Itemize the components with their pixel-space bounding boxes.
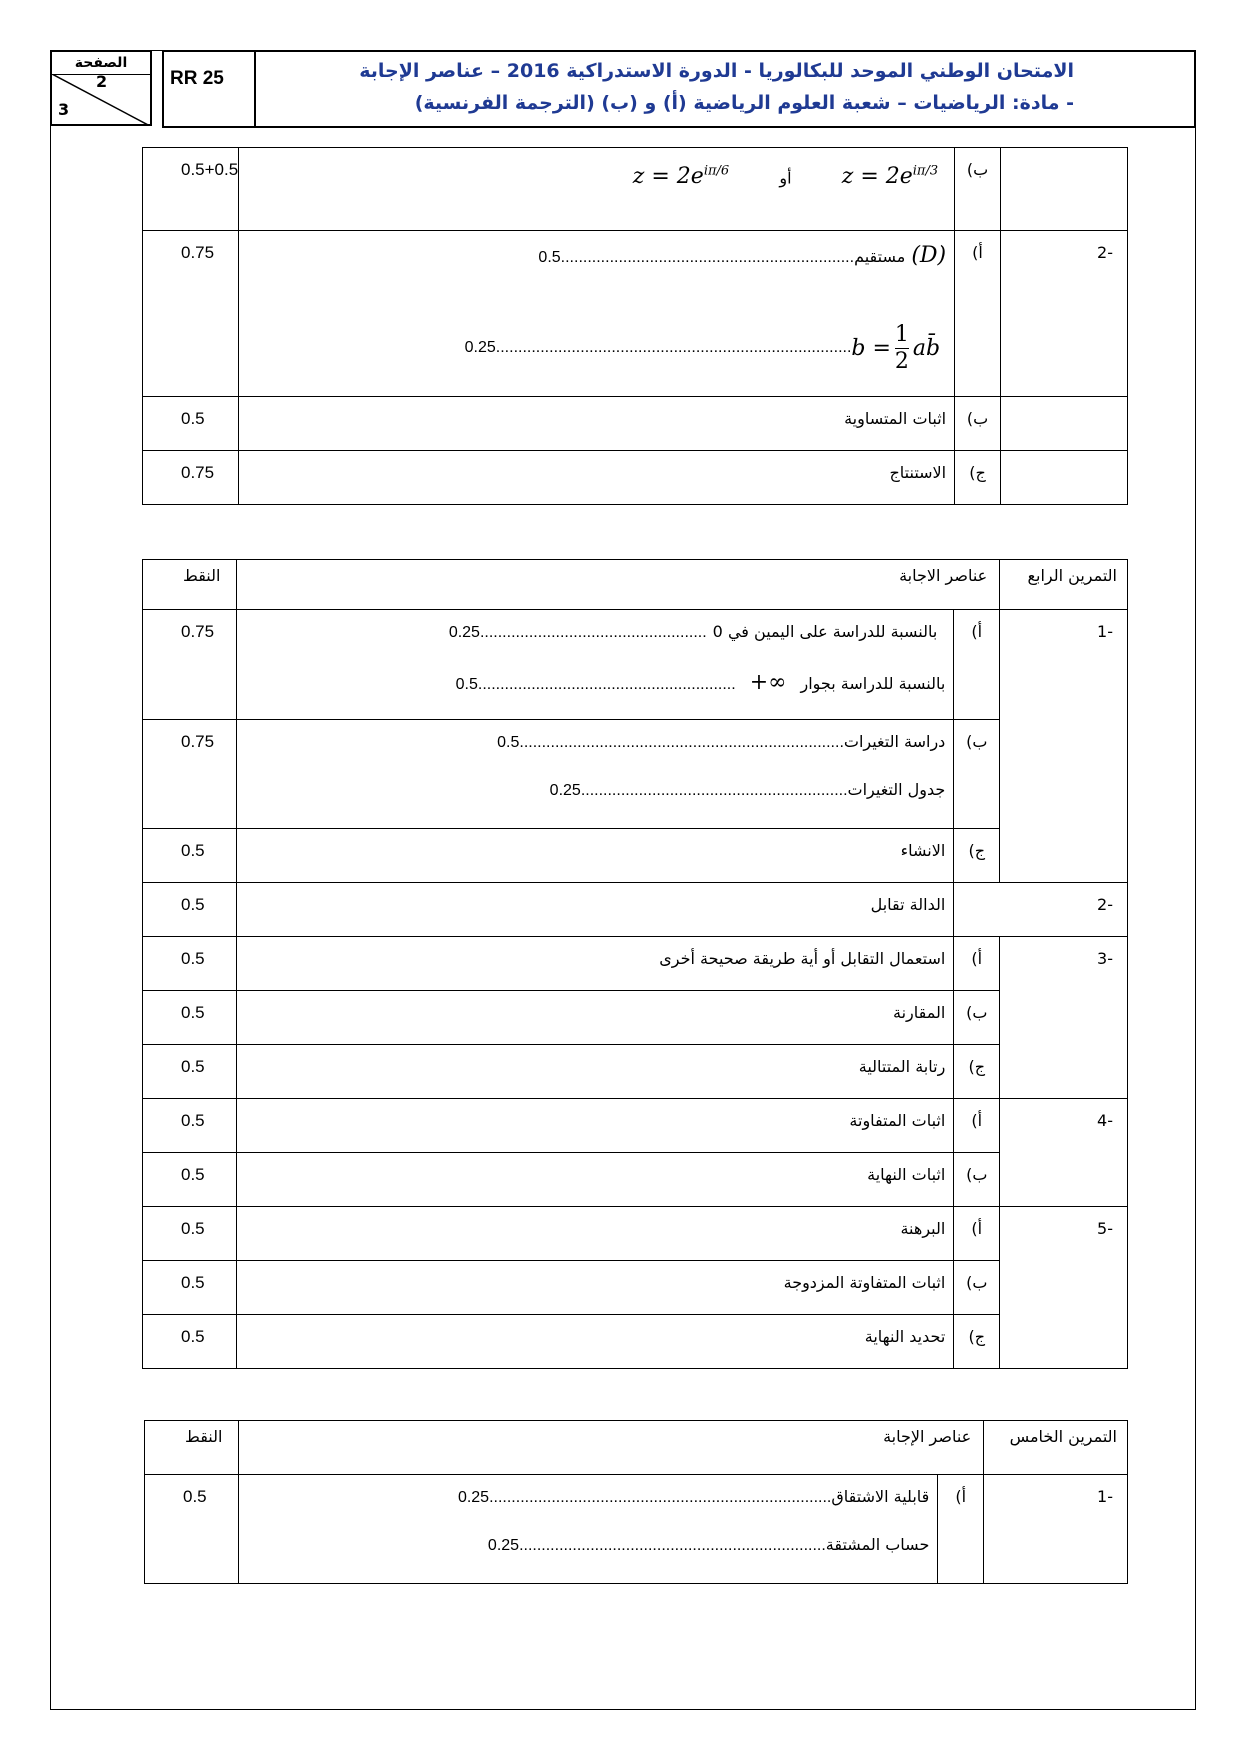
points: 0.5 [143,937,237,991]
exercise-number-cell [1000,397,1127,451]
question-number: -3 [1000,937,1128,1099]
exam-subject: - مادة: الرياضيات – شعبة العلوم الرياضية (أ) و (ب) (الترجمة الفرنسية) [414,92,1074,114]
points: 0.5 [143,1261,237,1315]
line-text: بالنسبة للدراسة على اليمين في 0 [712,622,938,641]
points: 0.5 [143,991,237,1045]
points: 0.75 [143,720,237,829]
answer-elements: الاستنتاج [239,451,955,505]
table-header-row [143,560,1128,610]
answer-table-continued [142,147,1128,505]
equation-z-pi6: $z = 2e^{i\pi/6}$ [632,164,730,190]
table-row [143,883,1128,937]
line-d-math: (D) [911,243,947,268]
points-dots: 0.5.................................................................. [538,249,855,266]
sub-question: ب) [954,1261,1000,1315]
sub-question: أ) [954,1099,1000,1153]
points: 0.5 [143,1207,237,1261]
exercise-number-cell [1000,451,1127,505]
points-dots: 0.25................................................... [448,624,707,641]
exercise-4-table [142,559,1128,1369]
points-dots: 0.25................................................................................ [464,339,852,356]
header-exercise: التمرين الرابع [1000,560,1128,610]
table-row [143,991,1128,1045]
table-row [143,148,1128,231]
table-row [143,720,1128,829]
page-number-box [50,50,152,126]
answer-elements [237,610,954,720]
table-row [143,231,1128,397]
exam-header [50,50,1196,128]
points: 0.5 [145,1475,239,1584]
plus-infinity: +∞ [749,670,787,695]
table-row [143,610,1128,720]
points: 0.5 [143,1153,237,1207]
question-number: -1 [1000,610,1128,883]
or-word: أو [779,168,792,188]
answer-elements [239,231,955,397]
fraction-one-half: $\frac{1}{2}$ [894,321,909,374]
points-dots: 0.25............................................................................. [457,1489,832,1506]
points: 0.75 [143,610,237,720]
answer-elements: المقارنة [237,991,954,1045]
table-row [143,1315,1128,1369]
answer-elements: اثبات المتفاوتة المزدوجة [237,1261,954,1315]
sub-question: ب) [955,397,1001,451]
sub-question: ب) [954,991,1000,1045]
points: 0.5 [143,883,237,937]
answer-elements [239,148,955,231]
points: 0.5+0.5 [143,148,239,231]
sub-question: أ) [954,937,1000,991]
points-dots: 0.25............................................................ [549,782,848,799]
line-text: بالنسبة للدراسة بجوار [800,674,946,693]
answer-elements: استعمال التقابل أو أية طريقة صحيحة أخرى [237,937,954,991]
line-text: مستقيم [854,247,906,266]
points: 0.5 [143,397,239,451]
question-number: -4 [1000,1099,1128,1207]
header-answer-elements: عناصر الإجابة [239,1421,984,1475]
table-row [143,829,1128,883]
answer-elements: رتابة المتتالية [237,1045,954,1099]
page-total: 3 [58,100,70,119]
header-exercise: التمرين الخامس [984,1421,1128,1475]
title-box [162,50,1196,128]
table-row [143,1207,1128,1261]
equation-ab: ab̄ [912,335,941,361]
equation-b: b = [851,335,891,361]
points-dots: 0.5......................................................................... [497,734,844,751]
sub-question: ب) [954,1153,1000,1207]
page-label: الصفحة [52,54,150,75]
question-number: -1 [984,1475,1128,1584]
sub-question: ب) [954,720,1000,829]
table-row [143,397,1128,451]
sub-question: ب) [955,148,1001,231]
points: 0.5 [143,1315,237,1369]
exam-title: الامتحان الوطني الموحد للبكالوريا - الدورة الاستدراكية 2016 – عناصر الإجابة [359,60,1074,82]
answer-elements: اثبات المتساوية [239,397,955,451]
line-text: قابلية الاشتقاق [831,1487,930,1506]
line-text: حساب المشتقة [825,1535,930,1554]
answer-elements [239,1475,938,1584]
sub-question: ج) [954,829,1000,883]
points: 0.5 [143,829,237,883]
answer-elements: اثبات النهاية [237,1153,954,1207]
question-number: -2 [1000,231,1127,397]
header-answer-elements: عناصر الاجابة [237,560,1000,610]
table-header-row [145,1421,1128,1475]
answer-elements: البرهنة [237,1207,954,1261]
table-row [143,937,1128,991]
question-number: -2 [954,883,1128,937]
table-row [143,451,1128,505]
header-points: النقط [145,1421,239,1475]
sub-question: أ) [955,231,1001,397]
answer-elements: الانشاء [237,829,954,883]
table-row [143,1261,1128,1315]
header-points: النقط [143,560,237,610]
answer-elements: اثبات المتفاوتة [237,1099,954,1153]
table-row [145,1475,1128,1584]
sub-question: ج) [954,1045,1000,1099]
exercise-number-cell [1000,148,1127,231]
exam-code: RR 25 [164,52,256,126]
points-dots: 0.5.......................................................... [455,676,736,693]
table-row [143,1045,1128,1099]
points: 0.5 [143,1099,237,1153]
points: 0.5 [143,1045,237,1099]
points: 0.75 [143,231,239,397]
points-dots: 0.25..................................................................... [487,1537,826,1554]
table-row [143,1153,1128,1207]
sub-question: ج) [954,1315,1000,1369]
sub-question: أ) [954,1207,1000,1261]
page-number: 2 [96,72,108,91]
equation-z-pi3: $z = 2e^{i\pi/3}$ [841,164,939,190]
sub-question: أ) [954,610,1000,720]
answer-elements: الدالة تقابل [237,883,954,937]
answer-elements [237,720,954,829]
question-number: -5 [1000,1207,1128,1369]
sub-question: ج) [955,451,1001,505]
sub-question: أ) [938,1475,984,1584]
line-text: جدول التغيرات [847,780,946,799]
table-row [143,1099,1128,1153]
answer-elements: تحديد النهاية [237,1315,954,1369]
exercise-5-table [144,1420,1128,1584]
line-text: دراسة التغيرات [843,732,946,751]
points: 0.75 [143,451,239,505]
